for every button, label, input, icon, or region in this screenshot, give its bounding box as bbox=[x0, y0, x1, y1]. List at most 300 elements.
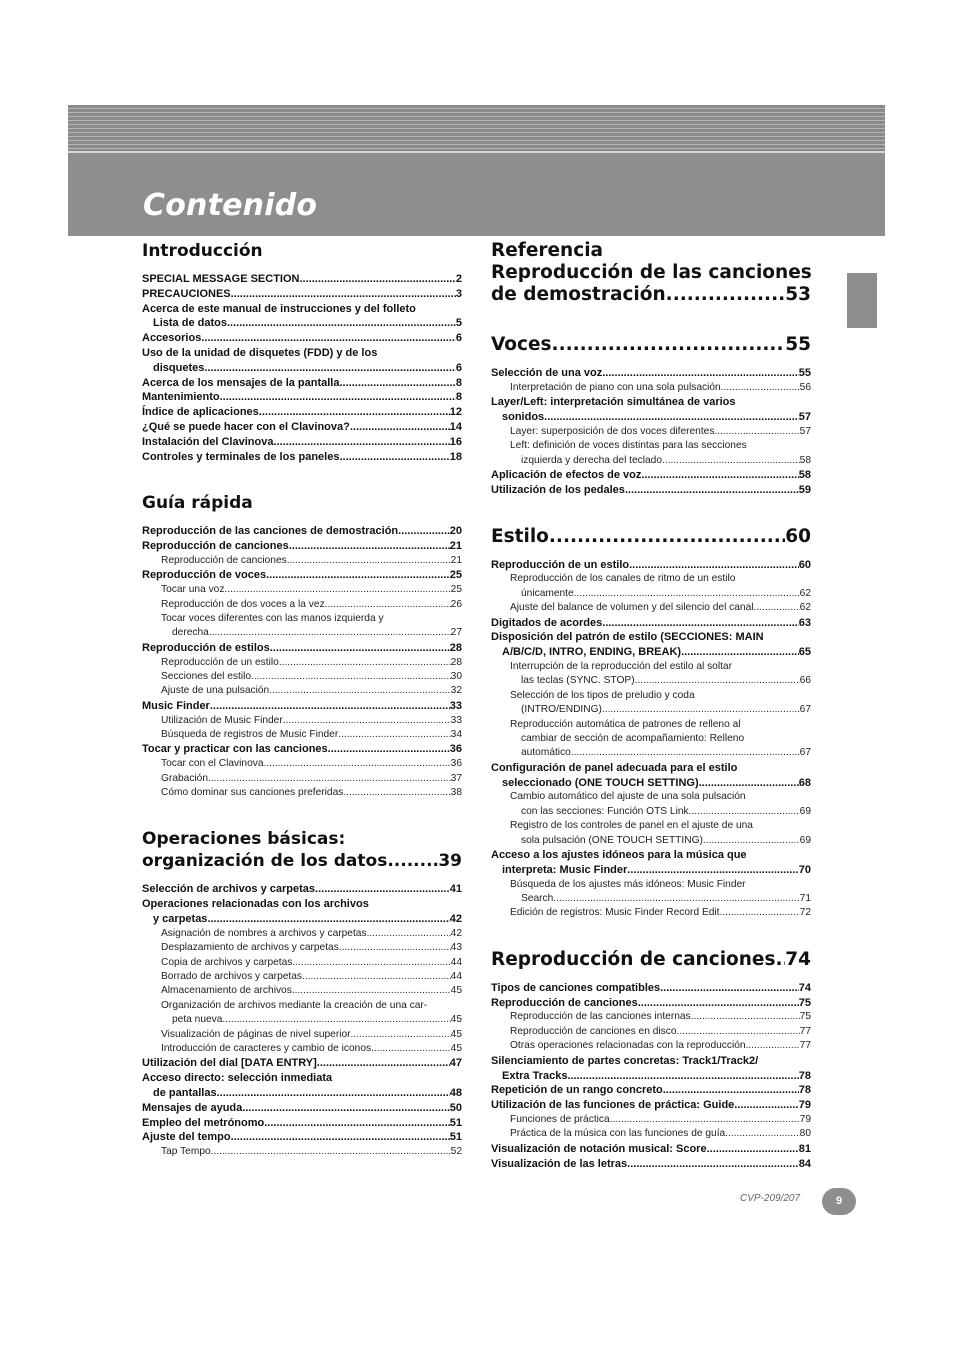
dot-leader bbox=[625, 483, 799, 498]
dot-leader bbox=[210, 699, 450, 714]
section-title-text: Reproducción de las canciones bbox=[491, 262, 812, 283]
dot-leader bbox=[300, 272, 456, 287]
toc-entry-page: 36 bbox=[449, 743, 462, 756]
dot-leader bbox=[351, 1028, 451, 1042]
dot-leader bbox=[270, 641, 450, 656]
toc-entry-text: Mantenimiento bbox=[142, 391, 220, 404]
section-page-number: 60 bbox=[785, 525, 811, 547]
toc-entry-page: 38 bbox=[450, 787, 462, 799]
toc-entry[interactable] bbox=[142, 1130, 462, 1145]
toc-entry-text: Configuración de panel adecuada para el estilo bbox=[491, 761, 738, 774]
toc-entry-page: 45 bbox=[450, 1014, 462, 1026]
toc-entry-text: Utilización de los pedales bbox=[491, 483, 625, 496]
toc-entry-page: 6 bbox=[455, 361, 462, 374]
toc-entry[interactable] bbox=[142, 598, 462, 612]
toc-entry[interactable] bbox=[142, 612, 462, 641]
dot-leader bbox=[289, 539, 450, 554]
toc-entry-text: las teclas (SYNC. STOP) bbox=[521, 675, 635, 687]
toc-entry[interactable] bbox=[491, 660, 811, 689]
toc-entry[interactable] bbox=[142, 1116, 462, 1131]
dot-leader bbox=[635, 674, 800, 688]
section-title-text: Reproducción de canciones bbox=[491, 948, 776, 970]
toc-entry-page: 79 bbox=[799, 1113, 811, 1125]
toc-entry[interactable] bbox=[142, 1042, 462, 1056]
toc-entry-text: Introducción de caracteres y cambio de iconos bbox=[161, 1043, 372, 1055]
dot-leader bbox=[754, 601, 800, 615]
dot-leader bbox=[689, 805, 800, 819]
dot-leader bbox=[720, 906, 800, 920]
toc-entry-page: 36 bbox=[450, 758, 462, 770]
toc-entry-text: únicamente bbox=[521, 587, 574, 599]
toc-entry-text: y carpetas bbox=[153, 913, 208, 926]
toc-entry[interactable] bbox=[491, 718, 811, 761]
toc-entry[interactable] bbox=[142, 757, 462, 771]
header-band bbox=[68, 105, 885, 236]
toc-entry[interactable] bbox=[491, 878, 811, 907]
toc-entry-page: 3 bbox=[455, 287, 462, 300]
dot-leader bbox=[317, 1056, 450, 1071]
dot-leader bbox=[660, 981, 799, 996]
toc-entry[interactable] bbox=[491, 1127, 811, 1141]
toc-entry[interactable] bbox=[491, 381, 811, 395]
toc-entry[interactable] bbox=[142, 420, 462, 435]
toc-entry[interactable] bbox=[491, 761, 811, 791]
section-heading-organizacion-de-los-datos bbox=[142, 828, 462, 872]
dot-leader bbox=[231, 287, 456, 302]
toc-entry-text: cambiar de sección de acompañamiento: Relleno bbox=[521, 733, 745, 745]
toc-entry[interactable] bbox=[491, 572, 811, 601]
toc-entry-text: Selección de los tipos de preludio y coda bbox=[510, 689, 695, 701]
dot-leader bbox=[279, 656, 451, 670]
toc-entry-page: 45 bbox=[450, 1043, 462, 1055]
toc-entry-text: Uso de la unidad de disquetes (FDD) y de los bbox=[142, 346, 378, 359]
toc-entry-list bbox=[491, 558, 811, 921]
toc-entry-text: Almacenamiento de archivos bbox=[161, 985, 292, 997]
toc-entry-page: 57 bbox=[799, 425, 811, 437]
toc-entry-text: Búsqueda de los ajustes más idóneos: Music Finder bbox=[510, 878, 746, 890]
toc-entry-text: Tocar y practicar con las canciones bbox=[142, 743, 328, 756]
toc-entry[interactable] bbox=[142, 728, 462, 742]
dot-leader bbox=[629, 558, 799, 573]
toc-entry-text: sola pulsación (ONE TOUCH SETTING) bbox=[521, 834, 703, 846]
toc-entry-page: 69 bbox=[799, 834, 811, 846]
toc-entry[interactable] bbox=[142, 390, 462, 405]
toc-entry[interactable] bbox=[142, 1056, 462, 1071]
dot-leader bbox=[211, 1145, 451, 1159]
toc-entry-text: Edición de registros: Music Finder Record Edit bbox=[510, 907, 720, 919]
dot-leader bbox=[627, 1157, 799, 1172]
toc-entry-page: 60 bbox=[798, 558, 811, 571]
toc-entry-text: interpreta: Music Finder bbox=[502, 863, 628, 876]
dot-leader bbox=[222, 1013, 450, 1027]
section-page-number: 39 bbox=[438, 851, 462, 872]
toc-entry-page: 62 bbox=[799, 587, 811, 599]
toc-entry-text: Music Finder bbox=[142, 699, 210, 712]
dot-leader bbox=[663, 1083, 799, 1098]
toc-entry[interactable] bbox=[491, 601, 811, 615]
toc-entry[interactable] bbox=[142, 742, 462, 757]
dot-leader bbox=[264, 1116, 450, 1131]
toc-entry-text: SPECIAL MESSAGE SECTION bbox=[142, 273, 300, 285]
toc-entry[interactable] bbox=[491, 425, 811, 439]
dot-leader bbox=[325, 598, 451, 612]
toc-entry-page: 57 bbox=[798, 411, 811, 423]
toc-entry[interactable] bbox=[142, 1071, 462, 1101]
toc-entry-text: Práctica de la música con las funciones de guía bbox=[510, 1128, 726, 1140]
toc-entry-text: Selección de una voz bbox=[491, 367, 603, 379]
toc-entry[interactable] bbox=[491, 439, 811, 468]
toc-entry[interactable] bbox=[142, 956, 462, 970]
toc-entry[interactable] bbox=[142, 1101, 462, 1116]
toc-entry[interactable] bbox=[491, 689, 811, 718]
dot-leader bbox=[251, 670, 451, 684]
toc-entry-text: Interrupción de la reproducción del estilo al soltar bbox=[510, 661, 732, 673]
toc-entry-page: 80 bbox=[799, 1128, 811, 1140]
dot-leader bbox=[266, 568, 450, 583]
section-title-text: Operaciones básicas: bbox=[142, 829, 346, 850]
section-title-text: Estilo bbox=[491, 525, 549, 547]
dot-leader bbox=[662, 454, 800, 468]
toc-entry-text: Empleo del metrónomo bbox=[142, 1116, 265, 1129]
toc-entry-page: 58 bbox=[799, 454, 811, 466]
toc-right-column bbox=[491, 240, 811, 1171]
toc-entry[interactable] bbox=[142, 376, 462, 391]
toc-entry-page: 41 bbox=[449, 883, 462, 896]
toc-entry[interactable] bbox=[142, 568, 462, 583]
model-number: CVP-209/207 bbox=[740, 1193, 801, 1204]
toc-entry-text: Repetición de un rango concreto bbox=[491, 1084, 663, 1097]
toc-entry[interactable] bbox=[491, 1113, 811, 1127]
dot-leader bbox=[610, 1113, 800, 1127]
toc-entry-page: 42 bbox=[450, 927, 462, 939]
toc-entry-page: 30 bbox=[450, 670, 462, 682]
toc-entry[interactable] bbox=[142, 882, 462, 897]
section-heading-guia-rapida bbox=[142, 492, 462, 514]
toc-entry[interactable] bbox=[142, 984, 462, 998]
toc-entry-page: 26 bbox=[450, 598, 462, 610]
toc-entry-page: 58 bbox=[798, 469, 811, 482]
dot-leader bbox=[209, 626, 451, 640]
toc-entry-text: Reproducción de canciones en disco bbox=[510, 1025, 677, 1037]
dot-leader bbox=[328, 742, 450, 757]
dot-leader bbox=[398, 524, 450, 539]
toc-entry-page: 8 bbox=[455, 376, 462, 389]
toc-entry-text: Operaciones relacionadas con los archivos bbox=[142, 898, 369, 911]
toc-entry-text: Tipos de canciones compatibles bbox=[491, 981, 661, 994]
toc-entry[interactable] bbox=[142, 450, 462, 465]
dot-leader bbox=[387, 850, 438, 872]
dot-leader bbox=[721, 381, 800, 395]
dot-leader bbox=[602, 703, 800, 717]
section-title-text: Introducción bbox=[142, 241, 263, 261]
toc-entry-text: Visualización de páginas de nivel superior bbox=[161, 1028, 351, 1040]
toc-left-column bbox=[142, 240, 462, 1160]
toc-entry-text: Utilización de las funciones de práctica: Guide bbox=[491, 1099, 735, 1112]
dot-leader bbox=[666, 284, 786, 306]
toc-entry[interactable] bbox=[142, 539, 462, 554]
toc-entry-text: Reproducción de canciones bbox=[491, 996, 638, 1009]
dot-leader bbox=[339, 450, 449, 465]
toc-entry-page: 8 bbox=[455, 391, 462, 404]
toc-entry[interactable] bbox=[491, 616, 811, 631]
dot-leader bbox=[227, 316, 456, 331]
toc-entry-page: 51 bbox=[449, 1131, 462, 1144]
toc-entry[interactable] bbox=[142, 405, 462, 420]
dot-leader bbox=[231, 1130, 450, 1145]
dot-leader bbox=[574, 587, 800, 601]
toc-entry-page: 47 bbox=[449, 1057, 462, 1070]
dot-leader bbox=[677, 1025, 800, 1039]
toc-entry-text: Reproducción de los canales de ritmo de un estilo bbox=[510, 573, 736, 585]
dot-leader bbox=[641, 468, 798, 483]
toc-entry-text: Layer: superposición de dos voces diferentes bbox=[510, 425, 715, 437]
dot-leader bbox=[292, 956, 450, 970]
toc-entry-page: 16 bbox=[449, 435, 462, 448]
toc-entry-page: 72 bbox=[799, 907, 811, 919]
dot-leader bbox=[699, 776, 799, 791]
toc-entry-list bbox=[491, 981, 811, 1171]
dot-leader bbox=[201, 331, 456, 346]
toc-entry-text: Acerca de este manual de instrucciones y del folleto bbox=[142, 302, 416, 315]
toc-entry-list bbox=[142, 524, 462, 800]
toc-entry[interactable] bbox=[142, 302, 462, 332]
toc-entry-page: 5 bbox=[455, 317, 462, 330]
toc-entry[interactable] bbox=[491, 630, 811, 660]
toc-entry-page: 67 bbox=[799, 704, 811, 716]
toc-entry[interactable] bbox=[491, 395, 811, 425]
dot-leader bbox=[691, 1010, 800, 1024]
toc-entry[interactable] bbox=[491, 996, 811, 1011]
toc-entry-text: Acerca de los mensajes de la pantalla bbox=[142, 376, 340, 389]
toc-entry-text: Digitados de acordes bbox=[491, 616, 603, 629]
toc-entry-text: Accesorios bbox=[142, 332, 202, 345]
toc-entry[interactable] bbox=[491, 558, 811, 573]
section-page-number: 74 bbox=[785, 948, 811, 970]
toc-entry-page: 66 bbox=[799, 675, 811, 687]
dot-leader bbox=[220, 390, 456, 405]
toc-entry-page: 32 bbox=[450, 685, 462, 697]
dot-leader bbox=[567, 1069, 798, 1084]
toc-entry[interactable] bbox=[491, 1142, 811, 1157]
toc-entry[interactable] bbox=[491, 848, 811, 878]
toc-entry[interactable] bbox=[142, 670, 462, 684]
toc-entry[interactable] bbox=[142, 272, 462, 287]
toc-entry[interactable] bbox=[142, 970, 462, 984]
toc-entry[interactable] bbox=[142, 554, 462, 568]
dot-leader bbox=[602, 366, 798, 381]
toc-entry[interactable] bbox=[491, 906, 811, 920]
toc-entry[interactable] bbox=[491, 1098, 811, 1113]
section-page-number: 55 bbox=[785, 334, 811, 355]
toc-entry-page: 70 bbox=[798, 863, 811, 876]
toc-entry-page: 18 bbox=[449, 450, 462, 463]
toc-entry-page: 45 bbox=[450, 1028, 462, 1040]
toc-entry[interactable] bbox=[142, 287, 462, 302]
toc-entry-text: Reproducción de canciones bbox=[142, 540, 289, 553]
toc-entry[interactable] bbox=[491, 790, 811, 819]
toc-entry-text: Acceso directo: selección inmediata bbox=[142, 1072, 333, 1085]
toc-entry-text: Extra Tracks bbox=[502, 1069, 568, 1082]
toc-entry-text: Visualización de notación musical: Score bbox=[491, 1142, 707, 1155]
section-tab-marker bbox=[847, 273, 877, 328]
toc-entry-page: 62 bbox=[799, 602, 811, 614]
toc-entry-text: Índice de aplicaciones bbox=[142, 406, 259, 419]
toc-entry-page: 63 bbox=[798, 616, 811, 629]
toc-entry[interactable] bbox=[142, 684, 462, 698]
toc-entry[interactable] bbox=[142, 656, 462, 670]
toc-entry-page: 84 bbox=[798, 1157, 811, 1170]
page-number-badge: 9 bbox=[822, 1188, 856, 1215]
toc-entry-text: Acceso a los ajustes idóneos para la música que bbox=[491, 849, 747, 862]
toc-entry-list bbox=[142, 272, 462, 464]
toc-entry-page: 69 bbox=[799, 805, 811, 817]
toc-entry-page: 55 bbox=[798, 367, 811, 379]
toc-entry-page: 25 bbox=[449, 569, 462, 582]
toc-entry[interactable] bbox=[491, 366, 811, 381]
toc-entry[interactable] bbox=[491, 1157, 811, 1172]
toc-entry-text: Ajuste del balance de volumen y del silencio del canal bbox=[510, 602, 754, 614]
dot-leader bbox=[681, 645, 799, 660]
toc-entry-page: 20 bbox=[449, 525, 462, 538]
dot-leader bbox=[292, 984, 451, 998]
toc-entry[interactable] bbox=[142, 786, 462, 800]
toc-entry[interactable] bbox=[142, 772, 462, 786]
page-title: Contenido bbox=[143, 188, 318, 223]
toc-entry-text: sonidos bbox=[502, 411, 545, 423]
dot-leader bbox=[302, 970, 451, 984]
toc-entry[interactable] bbox=[142, 699, 462, 714]
toc-entry[interactable] bbox=[142, 714, 462, 728]
dot-leader bbox=[552, 334, 786, 356]
toc-entry[interactable] bbox=[491, 1054, 811, 1084]
toc-entry-text: Desplazamiento de archivos y carpetas bbox=[161, 942, 339, 954]
toc-entry[interactable] bbox=[142, 641, 462, 656]
toc-entry-text: Ajuste del tempo bbox=[142, 1131, 231, 1144]
toc-entry-text: Secciones del estilo bbox=[161, 670, 252, 682]
toc-entry-page: 75 bbox=[799, 1011, 811, 1023]
toc-entry-text: Utilización de Music Finder bbox=[161, 714, 283, 726]
toc-entry-text: Reproducción automática de patrones de relleno al bbox=[510, 718, 741, 730]
dot-leader bbox=[339, 941, 451, 955]
toc-entry-page: 59 bbox=[798, 483, 811, 496]
toc-entry-text: Búsqueda de registros de Music Finder bbox=[161, 729, 339, 740]
toc-entry-text: de pantallas bbox=[153, 1087, 217, 1100]
toc-entry[interactable] bbox=[491, 981, 811, 996]
toc-entry-text: Instalación del Clavinova bbox=[142, 435, 274, 448]
toc-entry-page: 78 bbox=[798, 1069, 811, 1082]
toc-entry-text: seleccionado (ONE TOUCH SETTING) bbox=[502, 776, 699, 789]
toc-entry[interactable] bbox=[491, 1010, 811, 1024]
toc-entry[interactable] bbox=[491, 1083, 811, 1098]
dot-leader bbox=[725, 1127, 799, 1141]
toc-entry-page: 44 bbox=[450, 971, 462, 983]
dot-leader bbox=[273, 435, 449, 450]
toc-entry[interactable] bbox=[142, 524, 462, 539]
toc-entry-page: 12 bbox=[449, 406, 462, 419]
section-heading-estilo bbox=[491, 526, 811, 548]
dot-leader bbox=[549, 526, 785, 548]
toc-entry-page: 52 bbox=[450, 1146, 462, 1158]
toc-entry-text: PRECAUCIONES bbox=[142, 287, 231, 300]
toc-entry-text: con las secciones: Función OTS Link bbox=[521, 805, 689, 817]
toc-entry-page: 48 bbox=[449, 1087, 462, 1100]
toc-entry[interactable] bbox=[142, 1028, 462, 1042]
dot-leader bbox=[207, 912, 449, 927]
toc-entry-text: Organización de archivos mediante la creación de una car- bbox=[161, 999, 428, 1011]
toc-entry-text: disquetes bbox=[153, 361, 205, 374]
dot-leader bbox=[315, 882, 450, 897]
toc-entry[interactable] bbox=[491, 468, 811, 483]
toc-entry-page: 51 bbox=[449, 1116, 462, 1129]
toc-entry[interactable] bbox=[142, 897, 462, 927]
toc-entry-page: 77 bbox=[799, 1025, 811, 1037]
toc-entry-text: Layer/Left: interpretación simultánea de varios bbox=[491, 396, 736, 409]
section-title-text: de demostración bbox=[491, 284, 666, 305]
toc-entry-text: (INTRO/ENDING) bbox=[521, 704, 602, 716]
toc-entry-page: 45 bbox=[450, 985, 462, 997]
toc-entry[interactable] bbox=[142, 1145, 462, 1159]
toc-entry[interactable] bbox=[491, 819, 811, 848]
toc-entry[interactable] bbox=[491, 483, 811, 498]
toc-entry-page: 37 bbox=[450, 772, 462, 784]
toc-entry-page: 68 bbox=[798, 776, 811, 789]
dot-leader bbox=[602, 616, 798, 631]
toc-entry[interactable] bbox=[142, 346, 462, 376]
toc-entry[interactable] bbox=[142, 583, 462, 597]
toc-entry-page: 34 bbox=[450, 729, 462, 740]
toc-entry-text: Visualización de las letras bbox=[491, 1157, 628, 1170]
toc-entry-page: 44 bbox=[450, 956, 462, 968]
toc-entry-page: 75 bbox=[798, 996, 811, 1009]
section-heading-reproduccion-de-canciones bbox=[491, 949, 811, 971]
dot-leader bbox=[367, 927, 451, 941]
dot-leader bbox=[703, 834, 800, 848]
dot-leader bbox=[571, 746, 800, 760]
toc-entry[interactable] bbox=[142, 331, 462, 346]
toc-entry-text: Reproducción de un estilo bbox=[491, 558, 630, 571]
toc-entry[interactable] bbox=[142, 435, 462, 450]
dot-leader bbox=[259, 405, 450, 420]
dot-leader bbox=[371, 1042, 451, 1056]
toc-entry-text: Reproducción de dos voces a la vez bbox=[161, 598, 325, 610]
toc-entry-text: Cómo dominar sus canciones preferidas bbox=[161, 787, 344, 799]
toc-entry-text: Tocar una voz bbox=[161, 584, 225, 596]
dot-leader bbox=[339, 376, 455, 391]
dot-leader bbox=[338, 728, 450, 742]
dot-leader bbox=[638, 996, 799, 1011]
toc-entry-text: Disposición del patrón de estilo (SECCIONES: MAIN bbox=[491, 631, 764, 644]
toc-entry-page: 2 bbox=[455, 273, 462, 285]
toc-entry[interactable] bbox=[142, 927, 462, 941]
toc-entry-page: 65 bbox=[798, 646, 811, 659]
dot-leader bbox=[204, 361, 456, 376]
toc-entry-text: Registro de los controles de panel en el ajuste de una bbox=[510, 820, 753, 832]
toc-entry[interactable] bbox=[491, 1039, 811, 1053]
toc-entry[interactable] bbox=[142, 941, 462, 955]
dot-leader bbox=[544, 410, 799, 425]
toc-entry[interactable] bbox=[491, 1025, 811, 1039]
toc-entry[interactable] bbox=[142, 999, 462, 1028]
dot-leader bbox=[734, 1098, 798, 1113]
header-rule bbox=[68, 151, 885, 153]
toc-entry-text: Reproducción de voces bbox=[142, 569, 267, 582]
toc-entry-page: 50 bbox=[449, 1101, 462, 1114]
toc-entry-page: 78 bbox=[798, 1084, 811, 1097]
toc-entry-text: Tocar voces diferentes con las manos izquierda y bbox=[161, 612, 384, 624]
toc-entry-text: Asignación de nombres a archivos y carpetas bbox=[161, 927, 367, 939]
toc-entry-page: 81 bbox=[798, 1142, 811, 1155]
toc-entry-text: Reproducción de canciones bbox=[161, 554, 287, 566]
